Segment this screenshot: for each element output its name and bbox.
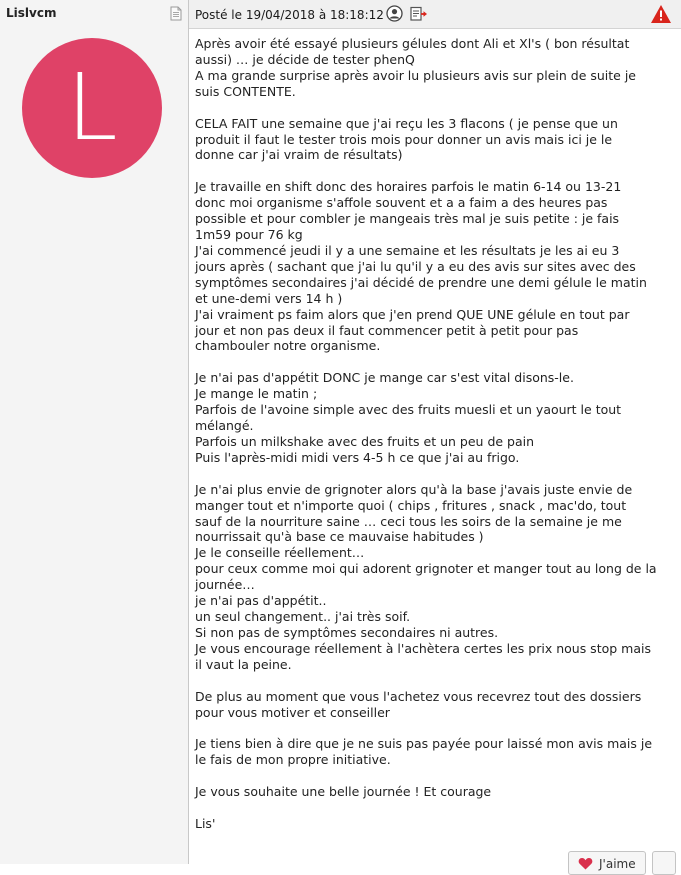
- post-paragraph: [195, 736, 677, 768]
- post-line: Je vous souhaite une belle journée ! Et courage: [195, 784, 492, 800]
- post-line: sauf de la nourriture saine … ceci tous les soirs de la semaine je me: [195, 513, 622, 529]
- post-line: pour vous motiver et conseiller: [195, 704, 390, 720]
- post-line: Lis': [195, 816, 216, 832]
- post-line: jour et non pas deux il faut commencer petit à petit pour pas: [195, 322, 579, 338]
- post-line: produit il faut le tester trois mois pour donner un avis mais ici je le: [195, 131, 613, 147]
- post-line: Je le conseille réellement…: [195, 545, 365, 561]
- post-line: A ma grande surprise après avoir lu plusieurs avis sur plein de suite je: [195, 67, 636, 83]
- report-warning-icon[interactable]: [650, 4, 672, 24]
- post-line: aussi) … je décide de tester phenQ: [195, 51, 415, 67]
- post-line: le fais de mon propre initiative.: [195, 752, 391, 768]
- post-line: je n'ai pas d'appétit..: [195, 593, 327, 609]
- post-paragraph: [195, 784, 677, 800]
- post-line: il vaut la peine.: [195, 656, 292, 672]
- post-line: un seul changement.. j'ai très soif.: [195, 609, 411, 624]
- post-line: suis CONTENTE.: [195, 83, 296, 99]
- author-sidebar: [0, 0, 189, 864]
- more-actions-button[interactable]: [652, 851, 676, 875]
- post-line: Après avoir été essayé plusieurs gélules dont Ali et Xl's ( bon résultat: [195, 36, 630, 51]
- post-line: Si non pas de symptômes secondaires ni autres.: [195, 624, 499, 640]
- post-line: Je vous encourage réellement à l'achètera certes les prix nous stop mais: [195, 640, 651, 656]
- avatar-letter: L: [66, 54, 118, 161]
- post-line: symptômes secondaires j'ai décidé de prendre une demi gélule le matin: [195, 274, 647, 290]
- like-button[interactable]: [568, 851, 646, 875]
- post-paragraph: [195, 116, 677, 164]
- post-line: Parfois de l'avoine simple avec des fruits muesli et un yaourt le tout: [195, 402, 622, 418]
- post-line: donne car j'ai vraim de résultats): [195, 147, 403, 163]
- post-date: Posté le 19/04/2018 à 18:18:12: [195, 8, 384, 22]
- post-paragraph: [195, 179, 677, 354]
- post-line: jours après ( sachant que j'ai lu qu'il y a eu des avis sur sites avec des: [195, 258, 636, 274]
- post-line: Parfois un milkshake avec des fruits et un peu de pain: [195, 433, 535, 449]
- post-line: et une-demi vers 14 h ): [195, 290, 343, 306]
- post-line: Je travaille en shift donc des horaires parfois le matin 6-14 ou 13-21: [195, 179, 622, 195]
- post-line: nourrissait qu'à base ce mauvaise habitudes ): [195, 529, 484, 545]
- user-profile-icon[interactable]: [386, 5, 403, 22]
- post-header: [189, 0, 681, 29]
- post-line: De plus au moment que vous l'achetez vous recevrez tout des dossiers: [195, 688, 642, 704]
- post-line: Puis l'après-midi midi vers 4-5 h ce que j'ai au frigo.: [195, 449, 520, 465]
- post-line: CELA FAIT une semaine que j'ai reçu les 3 flacons ( je pense que un: [195, 115, 618, 131]
- post-paragraph: [195, 689, 677, 721]
- post-line: manger tout et n'importe quoi ( chips , fritures , snack , mac'do, tout: [195, 497, 627, 513]
- reply-quote-icon[interactable]: [410, 6, 428, 22]
- post-paragraph: [195, 370, 677, 465]
- like-label: J'aime: [599, 857, 636, 871]
- post-line: Je n'ai plus envie de grignoter alors qu'à la base j'avais juste envie de: [195, 481, 633, 497]
- author-username[interactable]: Lislvcm: [6, 6, 57, 20]
- avatar[interactable]: [22, 38, 162, 178]
- post-line: Je tiens bien à dire que je ne suis pas payée pour laissé mon avis mais je: [195, 736, 653, 752]
- post-line: Je n'ai pas d'appétit DONC je mange car s'est vital disons-le.: [195, 370, 574, 386]
- post-line: journée…: [195, 577, 255, 593]
- post-line: 1m59 pour 76 kg: [195, 227, 303, 243]
- post-line: mélangé.: [195, 418, 254, 434]
- post-line: donc moi organisme s'affole souvent et a a faim a des heures pas: [195, 195, 608, 211]
- profile-document-icon[interactable]: [170, 6, 182, 21]
- post-line: J'ai commencé jeudi il y a une semaine et les résultats je les ai eu 3: [195, 242, 620, 258]
- post-paragraph: [195, 482, 677, 673]
- post-body: [195, 36, 677, 832]
- post-line: J'ai vraiment ps faim alors que j'en prend QUE UNE gélule en tout par: [195, 306, 630, 322]
- post-line: possible et pour combler je mangeais très mal je suis petite : je fais: [195, 211, 620, 227]
- post-paragraph: [195, 816, 677, 832]
- post-line: chambouler notre organisme.: [195, 338, 381, 354]
- post-line: pour ceux comme moi qui adorent grignoter et manger tout au long de la: [195, 561, 657, 577]
- post-paragraph: [195, 36, 677, 100]
- post-line: Je mange le matin ;: [195, 386, 318, 402]
